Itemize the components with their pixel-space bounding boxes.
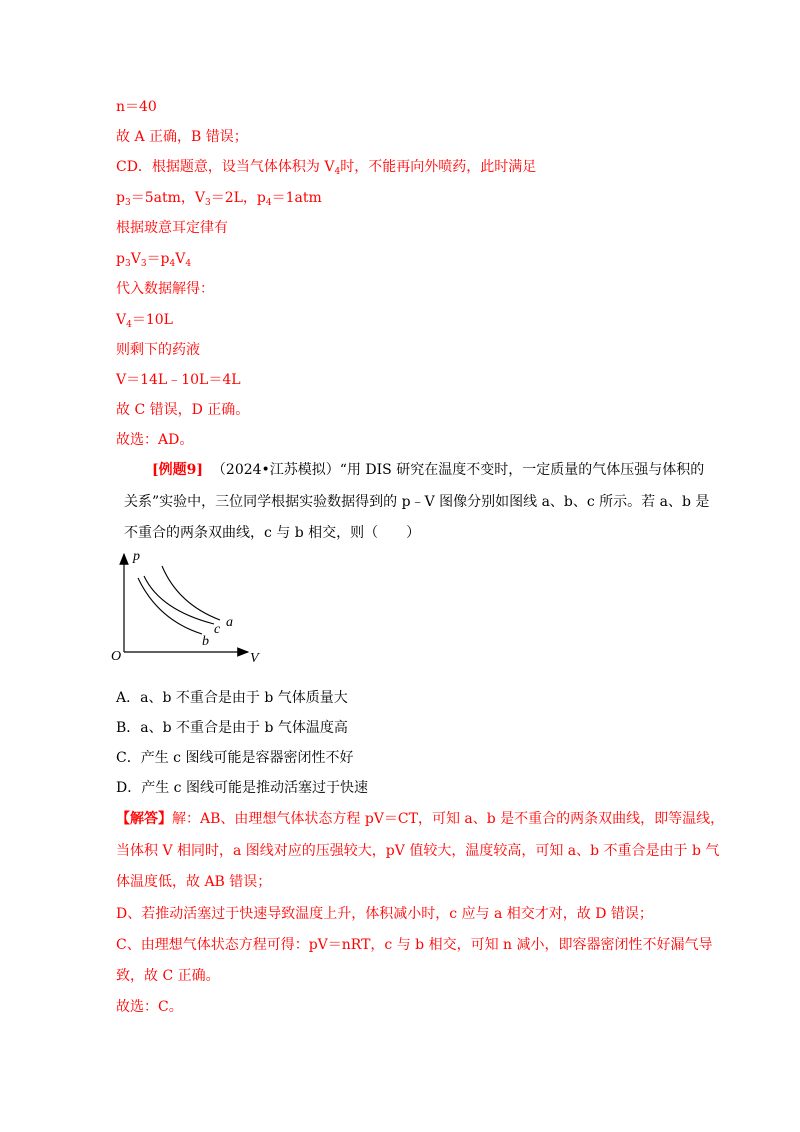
question-line: 不重合的两条双曲线，c 与 b 相交，则（ ）	[124, 525, 421, 541]
answer-line: 致，故 C 正确。	[116, 968, 220, 984]
answer-line: D、若推动活塞过于快速导致温度上升，体积减小时，c 应与 a 相交才对，故 D 错误；	[116, 906, 653, 922]
solution-line: V＝14L﹣10L＝4L	[116, 372, 241, 388]
answer-line: 【解答】解：AB、由理想气体状态方程 pV＝CT，可知 a、b 是不重合的两条双曲线，即等温线，	[116, 811, 725, 827]
x-axis-label: V	[250, 651, 259, 666]
solution-line: 故 A 正确，B 错误；	[116, 129, 248, 145]
solution-line: 则剩下的药液	[116, 342, 200, 358]
option-d: D．产生 c 图线可能是推动活塞过于快速	[116, 780, 368, 796]
answer-line: 当体积 V 相同时，a 图线对应的压强较大，pV 值较大，温度较高，可知 a、b 不重合是由于 b 气	[116, 843, 720, 859]
answer-line: 故选：C。	[116, 999, 183, 1015]
curve-a-label: a	[226, 615, 233, 630]
option-a: A．a、b 不重合是由于 b 气体质量大	[116, 690, 348, 706]
question-line: [例题9] （2024•江苏模拟）“用 DIS 研究在温度不变时，一定质量的气体压强与体积的	[152, 462, 705, 478]
origin-label: O	[111, 649, 122, 664]
option-c: C．产生 c 图线可能是容器密闭性不好	[116, 750, 354, 766]
solution-line: 代入数据解得：	[116, 281, 214, 297]
solution-line: 故 C 错误，D 正确。	[116, 402, 250, 418]
question-line: 关系”实验中，三位同学根据实验数据得到的 p﹣V 图像分别如图线 a、b、c 所示。若 a、b 是	[124, 494, 710, 510]
example-tag: [例题9]	[152, 462, 203, 478]
solution-line: 故选：AD。	[116, 432, 194, 448]
answer-line: 体温度低，故 AB 错误；	[116, 874, 272, 890]
pv-diagram	[108, 548, 268, 668]
curve-c-label: c	[214, 622, 221, 637]
solution-line: CD．根据题意，设当气体体积为 $V_4$时，不能再向外喷药，此时满足	[116, 159, 537, 177]
answer-line: C、由理想气体状态方程可得：pV＝nRT，c 与 b 相交，可知 n 减小，即容器密闭性不好漏气导	[116, 937, 713, 953]
solution-line: $p_3=5atm$，$V_3=2L$，$p_4=1atm$	[116, 190, 322, 208]
curve-a	[162, 566, 220, 620]
curve-c	[144, 576, 214, 624]
y-axis-label: p	[133, 549, 140, 564]
solution-line: $p_3V_3=p_4V_4$	[116, 251, 192, 269]
answer-tag: 【解答】	[116, 811, 172, 827]
option-b: B．a、b 不重合是由于 b 气体温度高	[116, 720, 348, 736]
solution-line: n＝40	[116, 99, 157, 115]
solution-line: $V_4=10L$	[116, 312, 173, 330]
curve-b-label: b	[202, 634, 209, 649]
solution-line: 根据玻意耳定律有	[116, 220, 228, 236]
